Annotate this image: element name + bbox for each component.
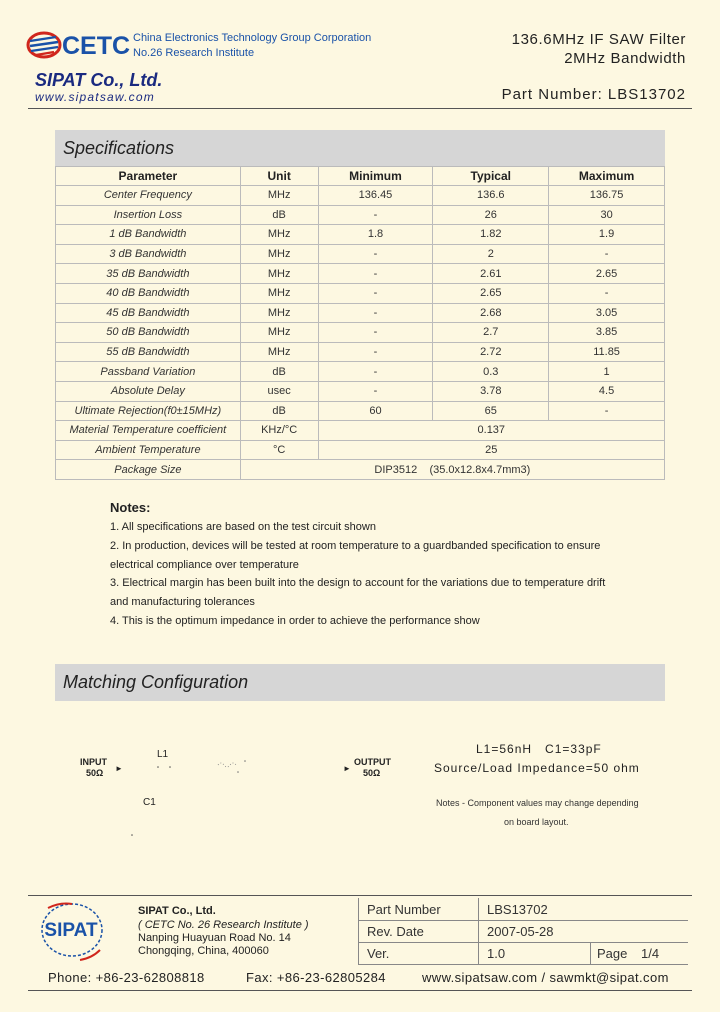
- table-cell: Material Temperature coefficient: [56, 421, 241, 441]
- table-row: [56, 283, 665, 303]
- footer-phone: Phone: +86-23-62808818: [48, 970, 205, 985]
- page-value: 1/4: [641, 946, 660, 961]
- table-cell: 0.137: [318, 421, 664, 441]
- footer-divider: [28, 895, 692, 896]
- column-header: Typical: [433, 167, 549, 186]
- table-cell: 25: [318, 440, 664, 460]
- part-number-value: LBS13702: [487, 902, 548, 917]
- footer-table-border: [358, 898, 359, 964]
- table-cell: -: [318, 244, 433, 264]
- table-cell: KHz/°C: [240, 421, 318, 441]
- company-name: SIPAT Co., Ltd.: [35, 70, 163, 90]
- table-cell: -: [318, 205, 433, 225]
- table-cell: MHz: [240, 225, 318, 245]
- input-label: INPUT: [80, 757, 107, 767]
- cetc-logo-text: CETC: [62, 32, 131, 60]
- part-number-header: Part Number: LBS13702: [501, 86, 686, 103]
- footer-table-border: [358, 964, 688, 965]
- table-cell: -: [318, 381, 433, 401]
- table-cell: -: [318, 264, 433, 284]
- input-impedance: 50Ω: [86, 768, 104, 778]
- table-cell: 1.82: [433, 225, 549, 245]
- table-cell: dB: [240, 205, 318, 225]
- table-cell: MHz: [240, 303, 318, 323]
- version-value: 1.0: [487, 946, 506, 961]
- output-impedance: 50Ω: [363, 768, 381, 778]
- note-line: 1. All specifications are based on the test circuit shown: [110, 521, 376, 533]
- column-header: Minimum: [318, 167, 433, 186]
- capacitor-label: C1: [143, 797, 156, 808]
- input-arrow-icon: ►: [115, 764, 123, 773]
- table-cell: 2.72: [433, 342, 549, 362]
- table-cell: Insertion Loss: [56, 205, 241, 225]
- table-cell: 0.3: [433, 362, 549, 382]
- table-cell: 136.6: [433, 186, 549, 206]
- table-cell: 50 dB Bandwidth: [56, 323, 241, 343]
- table-cell: 3 dB Bandwidth: [56, 244, 241, 264]
- org-name-line1: China Electronics Technology Group Corporation: [133, 32, 372, 44]
- table-cell: 1.9: [549, 225, 665, 245]
- table-cell: Package Size: [56, 460, 241, 480]
- table-row: [56, 342, 665, 362]
- table-cell: MHz: [240, 283, 318, 303]
- table-cell: 136.75: [549, 186, 665, 206]
- page-label: Page: [597, 946, 628, 961]
- table-cell: 1 dB Bandwidth: [56, 225, 241, 245]
- table-cell: DIP3512 (35.0x12.8x4.7mm3): [240, 460, 664, 480]
- footer-table-border: [358, 920, 688, 921]
- table-row: [56, 225, 665, 245]
- table-row: [56, 440, 665, 460]
- table-cell: -: [318, 342, 433, 362]
- footer-web-email: www.sipatsaw.com / sawmkt@sipat.com: [422, 970, 669, 985]
- table-row: [56, 381, 665, 401]
- table-cell: usec: [240, 381, 318, 401]
- table-cell: -: [318, 323, 433, 343]
- table-cell: 3.05: [549, 303, 665, 323]
- table-cell: 3.85: [549, 323, 665, 343]
- header-divider: [28, 108, 692, 109]
- table-cell: dB: [240, 401, 318, 421]
- table-header-row: [56, 167, 665, 186]
- table-cell: 26: [433, 205, 549, 225]
- table-cell: -: [549, 401, 665, 421]
- table-cell: -: [549, 283, 665, 303]
- table-row: [56, 303, 665, 323]
- inductor-label: L1: [157, 749, 169, 760]
- table-cell: 2: [433, 244, 549, 264]
- notes-heading: Notes:: [110, 500, 151, 515]
- footer-institute: ( CETC No. 26 Research Institute ): [138, 919, 309, 931]
- table-row: [56, 323, 665, 343]
- note-line: 2. In production, devices will be tested at room temperature to a guardbanded specification to ensure: [110, 540, 601, 552]
- table-cell: 2.61: [433, 264, 549, 284]
- matching-heading: Matching Configuration: [55, 664, 665, 701]
- table-cell: MHz: [240, 264, 318, 284]
- note-line: 3. Electrical margin has been built into the design to account for the variations due to temperature drift: [110, 577, 606, 589]
- table-cell: 2.65: [433, 283, 549, 303]
- table-cell: -: [318, 362, 433, 382]
- impedance-text: Source/Load Impedance=50 ohm: [434, 761, 640, 775]
- component-values: L1=56nH C1=33pF: [476, 742, 602, 756]
- table-cell: 55 dB Bandwidth: [56, 342, 241, 362]
- table-cell: 2.7: [433, 323, 549, 343]
- table-cell: Ambient Temperature: [56, 440, 241, 460]
- table-cell: 1.8: [318, 225, 433, 245]
- table-cell: 65: [433, 401, 549, 421]
- footer-address1: Nanping Huayuan Road No. 14: [138, 932, 291, 944]
- table-cell: Absolute Delay: [56, 381, 241, 401]
- table-cell: MHz: [240, 244, 318, 264]
- output-label: OUTPUT: [354, 757, 391, 767]
- product-title: 136.6MHz IF SAW Filter: [511, 31, 686, 48]
- table-cell: -: [318, 283, 433, 303]
- footer-fax: Fax: +86-23-62805284: [246, 970, 386, 985]
- table-cell: 11.85: [549, 342, 665, 362]
- table-cell: °C: [240, 440, 318, 460]
- table-row: [56, 362, 665, 382]
- table-cell: 1: [549, 362, 665, 382]
- company-website: www.sipatsaw.com: [35, 90, 155, 104]
- table-row: [56, 421, 665, 441]
- rev-date-value: 2007-05-28: [487, 924, 554, 939]
- table-row: [56, 205, 665, 225]
- table-row: [56, 264, 665, 284]
- table-cell: 60: [318, 401, 433, 421]
- table-row: [56, 460, 665, 480]
- table-cell: MHz: [240, 342, 318, 362]
- table-cell: 4.5: [549, 381, 665, 401]
- note-line: and manufacturing tolerances: [110, 596, 255, 608]
- table-row: [56, 186, 665, 206]
- matching-note-line2: on board layout.: [504, 817, 569, 827]
- footer-table-border: [590, 942, 591, 964]
- column-header: Maximum: [549, 167, 665, 186]
- table-row: [56, 244, 665, 264]
- table-cell: -: [549, 244, 665, 264]
- sipat-logo-icon: [30, 900, 112, 964]
- version-label: Ver.: [367, 946, 390, 961]
- table-cell: MHz: [240, 323, 318, 343]
- rev-date-label: Rev. Date: [367, 924, 424, 939]
- note-line: 4. This is the optimum impedance in order to achieve the performance show: [110, 615, 480, 627]
- matching-note-line1: Notes - Component values may change depending: [436, 798, 639, 808]
- table-cell: Ultimate Rejection(f0±15MHz): [56, 401, 241, 421]
- table-cell: 30: [549, 205, 665, 225]
- footer-table-border: [358, 942, 688, 943]
- table-cell: MHz: [240, 186, 318, 206]
- footer-address2: Chongqing, China, 400060: [138, 945, 269, 957]
- part-number-label: Part Number: [367, 902, 441, 917]
- specifications-heading: Specifications: [55, 130, 665, 166]
- matching-circuit-diagram: [110, 745, 370, 845]
- footer-table-border: [478, 898, 479, 964]
- table-cell: Passband Variation: [56, 362, 241, 382]
- output-arrow-icon: ►: [343, 764, 351, 773]
- specifications-table: [55, 166, 665, 480]
- org-name-line2: No.26 Research Institute: [133, 47, 255, 59]
- table-cell: -: [318, 303, 433, 323]
- table-cell: 2.65: [549, 264, 665, 284]
- table-cell: 3.78: [433, 381, 549, 401]
- note-line: electrical compliance over temperature: [110, 559, 299, 571]
- footer-company: SIPAT Co., Ltd.: [138, 905, 216, 917]
- table-cell: Center Frequency: [56, 186, 241, 206]
- table-cell: dB: [240, 362, 318, 382]
- column-header: Parameter: [56, 167, 241, 186]
- table-row: [56, 401, 665, 421]
- table-cell: 2.68: [433, 303, 549, 323]
- table-cell: 136.45: [318, 186, 433, 206]
- table-cell: 35 dB Bandwidth: [56, 264, 241, 284]
- column-header: Unit: [240, 167, 318, 186]
- bottom-divider: [28, 990, 692, 991]
- product-subtitle: 2MHz Bandwidth: [564, 50, 686, 67]
- table-cell: 40 dB Bandwidth: [56, 283, 241, 303]
- sipat-logo-text: SIPAT: [44, 920, 98, 941]
- table-cell: 45 dB Bandwidth: [56, 303, 241, 323]
